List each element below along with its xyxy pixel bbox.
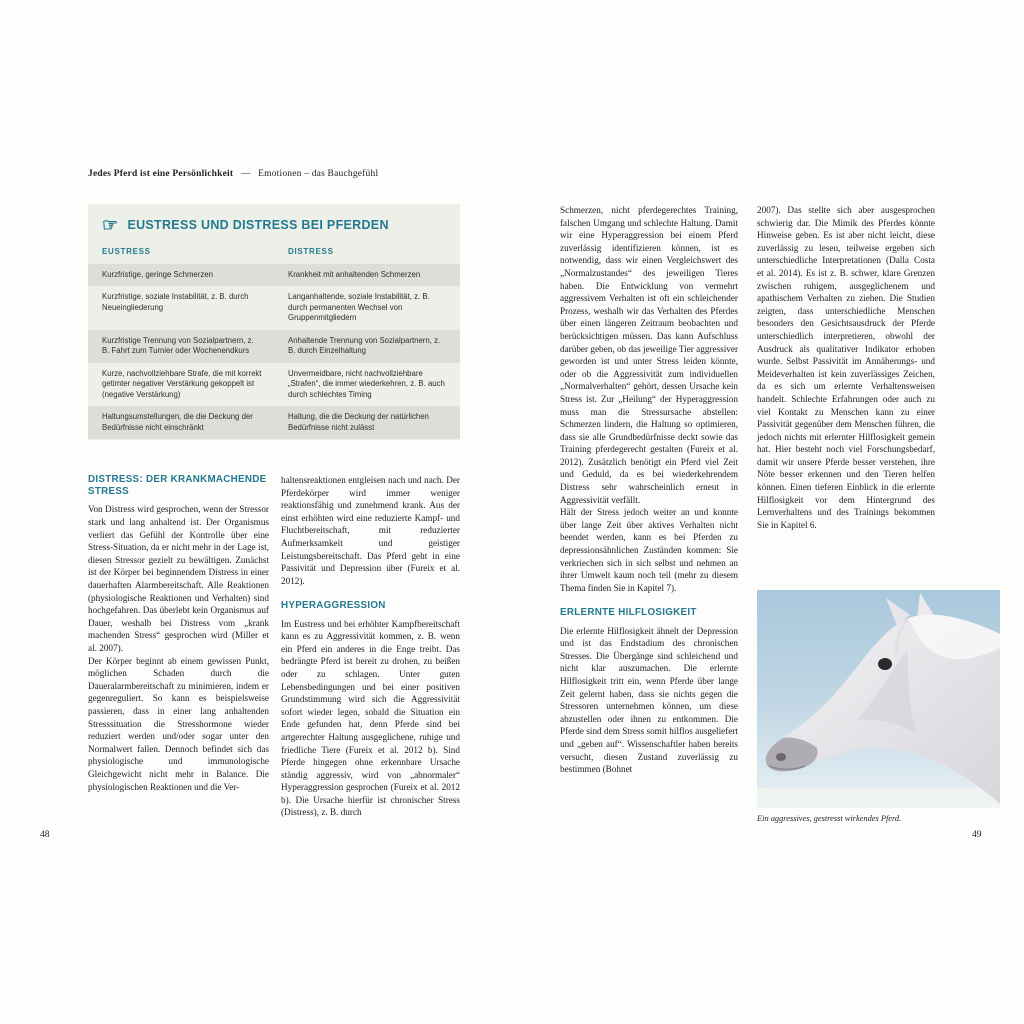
running-head-title: Jedes Pferd ist eine Persönlichkeit	[88, 169, 234, 179]
running-head	[88, 169, 378, 179]
section-spacer	[560, 594, 738, 607]
table-row	[88, 330, 460, 363]
table-cell-distress: Langanhaltende, soziale Instabilität, z. B. durch permanenten Wechsel von Gruppenmitgliedern	[288, 292, 430, 323]
section-heading-distress: DISTRESS: DER KRANKMACHENDE STRESS	[88, 474, 267, 498]
body-paragraph: 2007). Das stellte sich aber ausgesprochen schwierig dar. Die Mimik des Pferdes könnte Hinweise geben. Es ist aber nicht leicht, diese zuverlässig zu lesen, teilweise ergeben sich unterschiedliche Interpretationen (Dalla Costa et al. 2014). Es ist z. B. schwer, klare Grenzen zwischen ruhigem, ausgeglichenem und apathischem Verhalten zu ziehen. Die Studien zeigten, dass unterschiedliche Menschen besonders den Gesichtsausdruck der Pferde unterschiedlich interpretieren, obwohl der Ausdruck als qualitativer Indikator erhoben wurde. Selbst Passivität im Annäherungs- und Meideverhalten ist kein zuverlässiges Zeichen, da es sich um erlernte Verhaltensweisen handelt. Schlechte Erfahrungen oder auch zu viel Kontakt zu Menschen kann zu einer Passivität gegenüber dem Menschen führen, die jedoch nichts mit erlernter Hilflosigkeit gemein hat. Hier besteht noch viel Forschungsbedarf, damit wir unsere Pferde besser verstehen, ihre Nöte besser erkennen und den Tieren helfen können. Einen tieferen Einblick in die erlernte Hilflosigkeit vor dem Hintergrund des Lernverhaltens und des Trainings bekommen Sie in Kapitel 6.	[757, 205, 935, 530]
table-cell-distress: Anhaltende Trennung von Sozialpartnern, z. B. durch Einzelhaltung	[288, 335, 441, 356]
eustress-distress-infobox	[88, 204, 460, 440]
horse-head-illustration	[757, 590, 1000, 808]
body-paragraph: Hält der Stress jedoch weiter an und konnte über lange Zeit über aktives Verhalten nicht beendet werden, kann es bei Pferden zu depressionsähnlichen Zuständen kommen: Sie verkriechen sich in sich selbst und nehmen an ihrer Umwelt kaum noch teil (mehr zu diesem Thema finden Sie in Kapitel 7).	[560, 507, 738, 593]
table-cell-eustress: Kurze, nachvollziehbare Strafe, die mit korrekt getimter negativer Verstärkung gekoppelt ist (negative Verstärkung)	[102, 368, 262, 399]
infobox-title: EUSTRESS UND DISTRESS BEI PFERDEN	[127, 218, 389, 232]
table-cell-eustress: Haltungsumstellungen, die die Deckung der Bedürfnisse nicht einschränkt	[102, 412, 253, 432]
table-row	[88, 406, 460, 439]
body-paragraph: Der Körper beginnt ab einem gewissen Punkt, möglichen Schaden durch die Daueralarmbereitschaft zu minimieren, indem er gegenreguliert. So kann es beispielsweise passieren, dass in einer lang anhaltenden Stresssituation die Stresshormone wieder reduziert werden und/oder sogar unter den Normalwert fallen. Dennoch befindet sich das physiologische und immunologische Gleichgewicht nicht mehr in Balance. Die physiologischen Reaktionen und die Ver-	[88, 655, 269, 792]
table-cell-distress: Unvermeidbare, nicht nachvollziehbare „Strafen“, die immer wiederkehren, z. B. auch durch schlechtes Timing	[288, 368, 445, 399]
table-row	[88, 286, 460, 330]
section-spacer	[281, 587, 460, 600]
table-cell-distress: Krankheit mit anhaltenden Schmerzen	[288, 269, 421, 279]
pointing-hand-icon: ☞	[102, 215, 119, 235]
body-paragraph: Im Eustress und bei erhöhter Kampfbereitschaft kann es zu Aggressivität kommen, z. B. wenn ein Pferd ein anderes in die Enge treibt. Das bedrängte Pferd ist bereit zu drohen, zu beißen oder zu schlagen. Unter guten Lebensbedingungen und bei einer positiven Grundstimmung wird sich die Aggressivität sofort wieder legen, sobald die Situation ein Ende gefunden hat, denn Pferde sind bei artgerechter Haltung ausgeglichene, ruhige und friedliche Tiere (Fureix et al. 2012 b). Sind Pferde hingegen ohne erkennbare Ursache ständig aggressiv, wird von „abnormaler“ Hyperaggression gesprochen (Fureix et al. 2012 b). Die Ursache hierfür ist chronischer Stress (Distress), z. B. durch	[281, 618, 460, 818]
table-row	[88, 264, 460, 287]
right-page-column-1	[560, 204, 738, 776]
section-heading-erlernte-hilflosigkeit: ERLERNTE HILFLOSIGKEIT	[560, 607, 697, 619]
running-head-chapter: Emotionen – das Bauchgefühl	[258, 169, 379, 179]
body-paragraph: haltensreaktionen entgleisen nach und nach. Der Pferdekörper wird immer weniger reaktionsfähig und zunehmend krank. Aus der einst erhöhten wird eine reduzierte Kampf- und Fluchtbereitschaft, mit reduzierter Aufmerksamkeit und geistiger Leistungsbereitschaft. Das Pferd geht in eine Passivität und Depression über (Fureix et al. 2012).	[281, 475, 460, 586]
left-page-column-2	[281, 474, 460, 819]
body-paragraph: Schmerzen, nicht pferdegerechtes Training, falschen Umgang und schlechte Haltung. Damit wir eine Hyperaggression bei einem Pferd zuverlässig identifizieren können, ist es notwendig, dass wir einen Vergleichswert des „Normalzustandes“ des jeweiligen Tieres haben. Die Entwicklung von vermehrt aggressivem Verhalten ist oft ein schleichender Prozess, weshalb wir das Verhalten des Pferdes über einen längeren Zeitraum beobachten und berücksichtigen müssen. Das kann Aufschluss darüber geben, ob das jeweilige Tier aggressiver geworden ist und unter Stress leiden könnte, oder ob die Aggressivität zum individuellen „Normalverhalten“ gehört, dessen Ursache kein Stress ist. Zur „Heilung“ der Hyperaggression muss man die Stressursache abstellen: Schmerzen lindern, die Haltung so optimieren, dass sie alle Grundbedürfnisse deckt sowie das Training pferdegerecht gestalten (Fureix et al. 2012). Zusätzlich benötigt ein Pferd viel Zeit und Geduld, da es bei wiederkehrendem Distress sehr wahrscheinlich erneut in Aggressivität verfällt.	[560, 205, 738, 505]
table-row	[88, 363, 460, 407]
column-header-distress: DISTRESS	[288, 247, 334, 256]
section-heading-hyperaggression: HYPERAGGRESSION	[281, 600, 386, 612]
table-cell-eustress: Kurzfristige, soziale Instabilität, z. B. durch Neueingliederung	[102, 292, 249, 312]
body-paragraph: Von Distress wird gesprochen, wenn der Stressor stark und lang anhaltend ist. Der Organismus verliert das Gefühl der Kontrolle über eine Stress-Situation, da er nicht mehr in der Lage ist, diesen Stressor gezielt zu bewältigen. Zunächst ist der Körper bei beginnendem Distress in einer dauerhaften Alarmbereitschaft. Alle Reaktionen (physiologische Reaktionen und Verhalten) sind hochgefahren. Das überlebt kein Organismus auf Dauer, weshalb bei Distress vom „krank machenden Stress“ gesprochen wird (Miller et al. 2007).	[88, 504, 269, 653]
table-cell-eustress: Kurzfristige, geringe Schmerzen	[102, 269, 213, 279]
page-number-right: 49	[972, 830, 982, 840]
left-page-column-1	[88, 474, 269, 793]
right-page-column-2	[757, 204, 935, 531]
table-header-row	[88, 244, 460, 264]
horse-photo	[757, 590, 1000, 808]
infobox-title-row	[88, 204, 460, 244]
running-head-separator: —	[240, 169, 251, 179]
photo-caption: Ein aggressives, gestresst wirkendes Pferd.	[757, 814, 902, 823]
body-paragraph: Die erlernte Hilflosigkeit ähnelt der Depression und ist das Endstadium des chronischen Stresses. Die Übergänge sind schleichend und nicht klar auszumachen. Die erlernte Hilflosigkeit tritt ein, wenn Pferde über lange Zeit gelernt haben, dass sie nichts gegen die Stressoren unternehmen können, um diese abzustellen oder ihnen zu entkommen. Die Pferde sind dem Stress somit hilflos ausgeliefert und „geben auf“. Wissenschaftler haben bereits versucht, diesen Zustand zuverlässig zu bestimmen (Bohnet	[560, 625, 738, 775]
table-cell-distress: Haltung, die die Deckung der natürlichen Bedürfnisse nicht zulässt	[288, 412, 429, 432]
page-number-left: 48	[40, 830, 50, 840]
table-cell-eustress: Kurzfristige Trennung von Sozialpartnern, z. B. Fahrt zum Turnier oder Wochenendkurs	[102, 335, 254, 356]
column-header-eustress: EUSTRESS	[102, 247, 151, 256]
